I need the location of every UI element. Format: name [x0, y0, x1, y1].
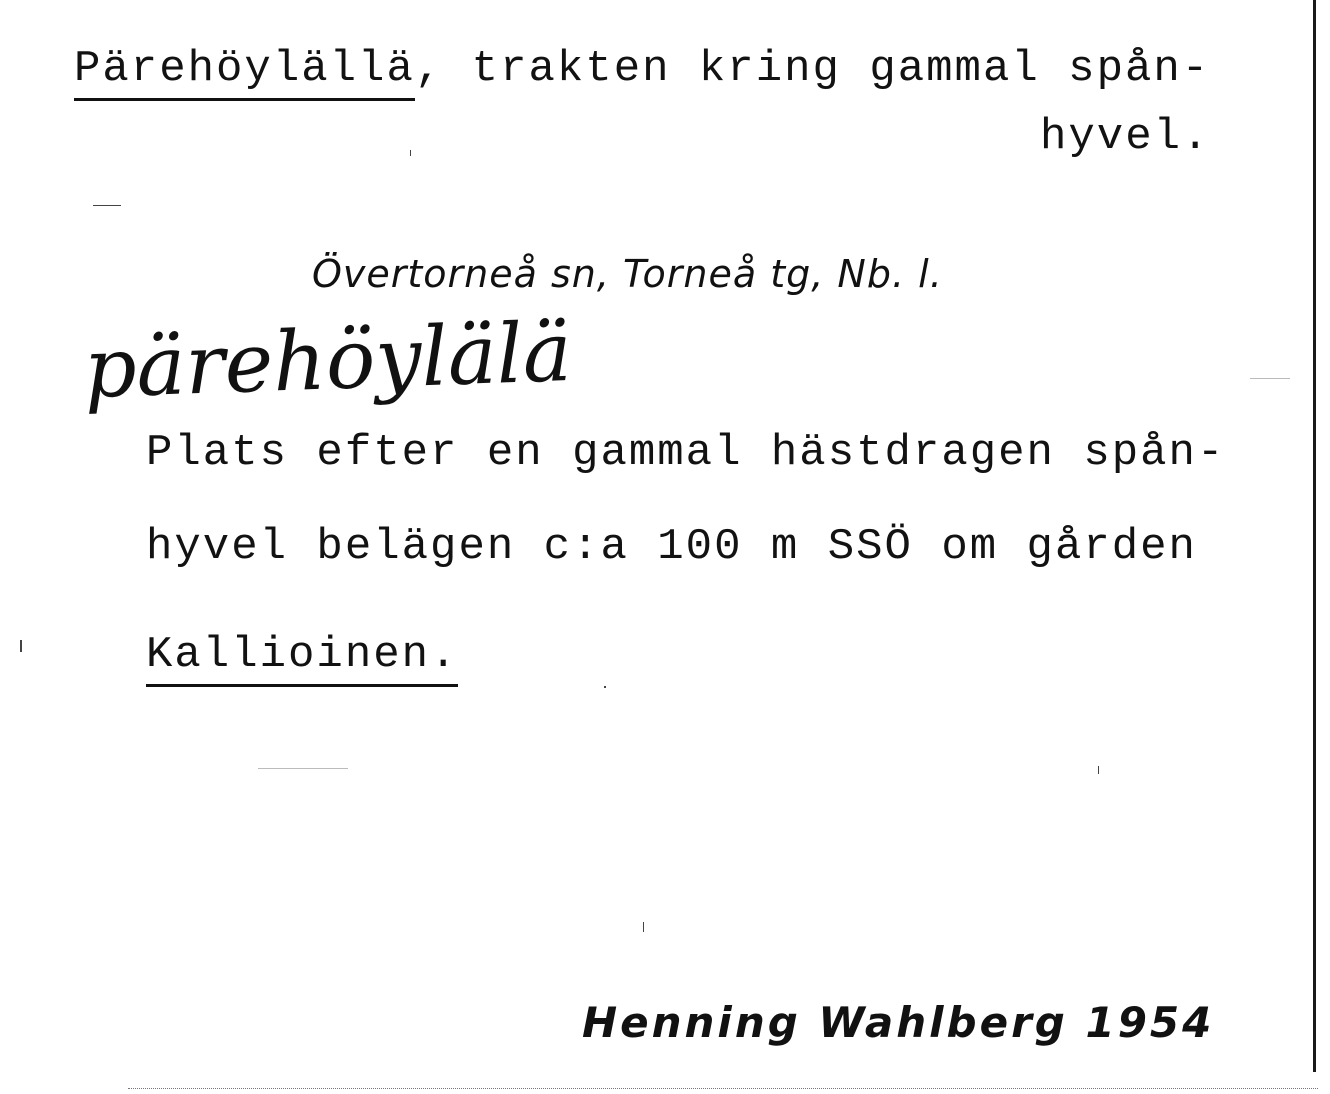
signature-stamp: Henning Wahlberg 1954: [582, 998, 1215, 1047]
heading-continuation: hyvel.: [1040, 112, 1211, 162]
body-line-2: hyvel belägen c:a 100 m SSÖ om gården: [146, 522, 1197, 572]
body-line-1: Plats efter en gammal hästdragen spån-: [146, 428, 1226, 478]
scan-speck: [410, 150, 411, 156]
scan-speck: [604, 686, 606, 688]
card-right-edge: [1313, 0, 1316, 1072]
scan-speck: [93, 205, 121, 206]
scan-speck: [643, 922, 644, 932]
handwritten-word: pärehöylälä: [82, 305, 574, 417]
body-line-3: [146, 630, 458, 680]
place-name: [146, 630, 458, 687]
scan-speck: [20, 640, 22, 652]
scan-speck: [1250, 378, 1290, 379]
place-name-text: Kallioinen: [146, 630, 431, 680]
scan-speck: [1098, 766, 1099, 774]
card-bottom-edge: [128, 1088, 1318, 1090]
scan-speck: [258, 768, 348, 769]
heading-line: [74, 44, 1210, 94]
place-name-period: .: [430, 630, 459, 680]
headword: Pärehöylällä: [74, 44, 415, 101]
location-stamp: Övertorneå sn, Torneå tg, Nb. l.: [312, 252, 943, 296]
heading-rest: , trakten kring gammal spån-: [414, 44, 1211, 94]
